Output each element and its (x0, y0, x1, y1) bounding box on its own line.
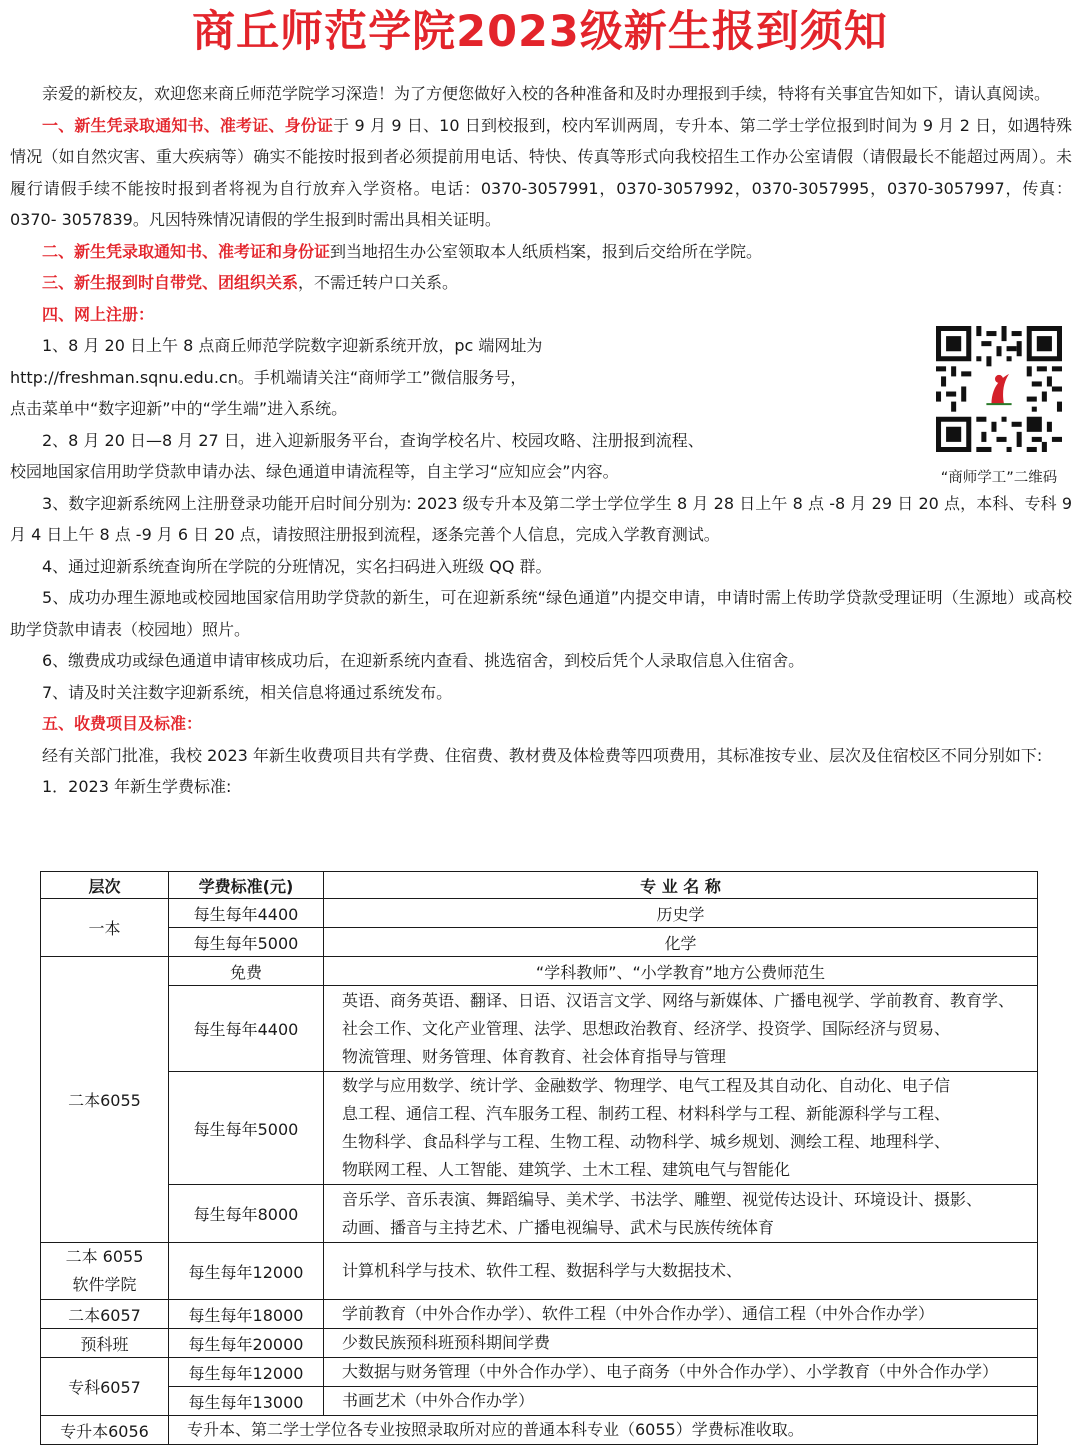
major-cell: 书画艺术（中外合作办学） (324, 1387, 1038, 1416)
major-line: 物流管理、财务管理、体育教育、社会体育指导与管理 (342, 1046, 727, 1066)
fee-cell: 每生每年5000 (169, 1072, 324, 1185)
fee-cell: 每生每年8000 (169, 1185, 324, 1243)
table-row (41, 1185, 1038, 1243)
section-5-heading: 五、收费项目及标准： (42, 714, 203, 733)
major-line: 生物科学、食品科学与工程、生物工程、动物科学、城乡规划、测绘工程、地理科学、 (342, 1132, 951, 1151)
header-level: 层次 (41, 872, 169, 899)
section-4 (10, 299, 1072, 331)
level-cell: 预科班 (41, 1329, 169, 1358)
freshman-url-line: http://freshman.sqnu.edu.cn。手机端请关注“商师学工”微信服务号， (10, 367, 527, 387)
major-line: 息工程、通信工程、汽车服务工程、制药工程、材料科学与工程、新能源科学与工程、 (342, 1104, 951, 1123)
major-line: 英语、商务英语、翻译、日语、汉语言文学、网络与新媒体、广播电视学、学前教育、教育学、 (342, 990, 1015, 1010)
level-cell (41, 1243, 169, 1300)
table-row (41, 928, 1038, 957)
level-line: 软件学院 (72, 1275, 137, 1294)
section-1 (10, 110, 1072, 236)
level-cell: 二本6057 (41, 1300, 169, 1329)
level-line: 二本 6055 (65, 1247, 144, 1266)
major-cell: 计算机科学与技术、软件工程、数据科学与大数据技术、 (324, 1243, 1038, 1300)
section-4-item-3: 3、数字迎新系统网上注册登录功能开启时间分别为: 2023 级专升本及第二学士学位学生 8 月 28 日上午 8 点 -8 月 29 日 20 点，本科、专科 9 月 4 日上午 8 点 -9 月 6 日 20 点，请按照注册报到流程，逐条完善个人信息，完成入学教育测试。 (10, 493, 1072, 544)
table-row (41, 899, 1038, 928)
fee-cell: 每生每年4400 (169, 899, 324, 928)
section-4-item-2 (10, 425, 1072, 488)
section-4-item-2-line: 2、8 月 20 日—8 月 27 日，进入迎新服务平台，查询学校名片、校园攻略、注册报到流程、 (42, 430, 704, 450)
table-row (41, 1329, 1038, 1358)
table-row (41, 1358, 1038, 1387)
major-cell: 大数据与财务管理（中外合作办学）、电子商务（中外合作办学）、小学教育（中外合作办学） (324, 1358, 1038, 1387)
table-row (41, 1072, 1038, 1185)
fee-cell: 每生每年18000 (169, 1300, 324, 1329)
section-2-heading: 二、新生凭录取通知书、准考证和身份证 (42, 241, 331, 261)
section-4-item-1-line: 点击菜单中“数字迎新”中的“学生端”进入系统。 (10, 399, 348, 418)
qr-code-block (924, 326, 1074, 487)
section-5-text: 经有关部门批准，我校 2023 年新生收费项目共有学费、住宿费、教材费及体检费等四项费用，其标准按专业、层次及住宿校区不同分别如下: (42, 745, 1043, 765)
table-header-row (41, 872, 1038, 899)
table-row (41, 1300, 1038, 1329)
major-cell (324, 1072, 1038, 1185)
major-cell: “学科教师”、“小学教育”地方公费师范生 (324, 957, 1038, 986)
section-3 (10, 267, 1072, 299)
section-1-text: 于 9 月 9 日、10 日到校报到，校内军训两周，专升本、第二学士学位报到时间为 9 月 2 日，如遇特殊情况（如自然灾害、重大疾病等）确实不能按时报到者必须提前用电话、特快、传真等形式向我校招生工作办公室请假（请假最长不能超过两周）。未履行请假手续不能按时报到者将视为自行放弃入学资格。电话：0370-3057991，0370-3057992，0370-3057995，0370-3057997，传真：0370- 3057839。凡因特殊情况请假的学生报到时需出具相关证明。 (10, 115, 1072, 229)
major-line: 动画、播音与主持艺术、广播电视编导、武术与民族传统体育 (342, 1217, 775, 1237)
header-major: 专 业 名 称 (324, 872, 1038, 899)
fee-cell: 每生每年12000 (169, 1243, 324, 1300)
section-5 (10, 708, 1072, 740)
fee-cell: 免费 (169, 957, 324, 986)
qr-code-caption: “商师学工”二维码 (940, 470, 1058, 486)
fee-cell: 每生每年12000 (169, 1358, 324, 1387)
section-2 (10, 236, 1072, 268)
table-row (41, 1243, 1038, 1300)
tuition-table (40, 871, 1038, 1445)
major-cell: 化学 (324, 928, 1038, 957)
section-4-item-6: 6、缴费成功或绿色通道申请审核成功后，在迎新系统内查看、挑选宿舍，到校后凭个人录取信息入住宿舍。 (42, 651, 805, 670)
section-4-item-2-line: 校园地国家信用助学贷款申请办法、绿色通道申请流程等，自主学习“应知应会”内容。 (10, 462, 619, 481)
fee-cell: 每生每年20000 (169, 1329, 324, 1358)
level-cell: 专升本6056 (41, 1416, 169, 1445)
intro-paragraph: 亲爱的新校友，欢迎您来商丘师范学院学习深造！为了方便您做好入校的各种准备和及时办理报到手续，特将有关事宜告知如下，请认真阅读。 (42, 84, 1051, 103)
fee-cell: 每生每年4400 (169, 986, 324, 1072)
level-cell: 一本 (41, 899, 169, 957)
section-4-item-5: 5、成功办理生源地或校园地国家信用助学贷款的新生，可在迎新系统“绿色通道”内提交申请，申请时需上传助学贷款受理证明（生源地）或高校助学贷款申请表（校园地）照片。 (10, 588, 1072, 639)
section-3-heading: 三、新生报到时自带党、团组织关系 (42, 273, 299, 292)
major-cell: 学前教育（中外合作办学）、软件工程（中外合作办学）、通信工程（中外合作办学） (324, 1300, 1038, 1329)
section-4-item-1 (10, 330, 1072, 425)
header-fee: 学费标准(元) (169, 872, 324, 899)
section-4-item-4: 4、通过迎新系统查询所在学院的分班情况，实名扫码进入班级 QQ 群。 (42, 556, 552, 576)
table-row (41, 1387, 1038, 1416)
major-cell (324, 986, 1038, 1072)
major-cell (324, 1185, 1038, 1243)
major-cell: 专升本、第二学士学位各专业按照录取所对应的普通本科专业（6055）学费标准收取。 (169, 1416, 1038, 1445)
qr-code-icon (936, 326, 1062, 452)
major-line: 数学与应用数学、统计学、金融数学、物理学、电气工程及其自动化、自动化、电子信 (342, 1076, 951, 1095)
level-cell: 专科6057 (41, 1358, 169, 1416)
section-2-text: 到当地招生办公室领取本人纸质档案，报到后交给所在学院。 (330, 241, 763, 261)
page-title: 商丘师范学院2023级新生报到须知 (192, 7, 888, 57)
section-4-item-1-line: 1、8 月 20 日上午 8 点商丘师范学院数字迎新系统开放，pc 端网址为 (42, 336, 543, 355)
section-1-heading: 一、新生凭录取通知书、准考证、身份证 (42, 115, 334, 135)
major-cell: 历史学 (324, 899, 1038, 928)
fee-cell: 每生每年13000 (169, 1387, 324, 1416)
section-3-text: ，不需迁转户口关系。 (298, 273, 459, 292)
section-4-item-7: 7、请及时关注数字迎新系统，相关信息将通过系统发布。 (42, 682, 453, 702)
major-line: 音乐学、音乐表演、舞蹈编导、美术学、书法学、雕塑、视觉传达设计、环境设计、摄影、 (342, 1189, 983, 1209)
major-line: 物联网工程、人工智能、建筑学、土木工程、建筑电气与智能化 (342, 1160, 791, 1179)
major-line: 社会工作、文化产业管理、法学、思想政治教育、经济学、投资学、国际经济与贸易、 (342, 1018, 951, 1038)
notice-body (10, 78, 1072, 803)
section-5-subheading: 1．2023 年新生学费标准: (42, 777, 232, 796)
section-4-heading: 四、网上注册： (42, 304, 155, 324)
table-row (41, 986, 1038, 1072)
level-cell: 二本6055 (41, 957, 169, 1243)
table-row (41, 957, 1038, 986)
fee-cell: 每生每年5000 (169, 928, 324, 957)
table-row (41, 1416, 1038, 1445)
major-cell: 少数民族预科班预科期间学费 (324, 1329, 1038, 1358)
